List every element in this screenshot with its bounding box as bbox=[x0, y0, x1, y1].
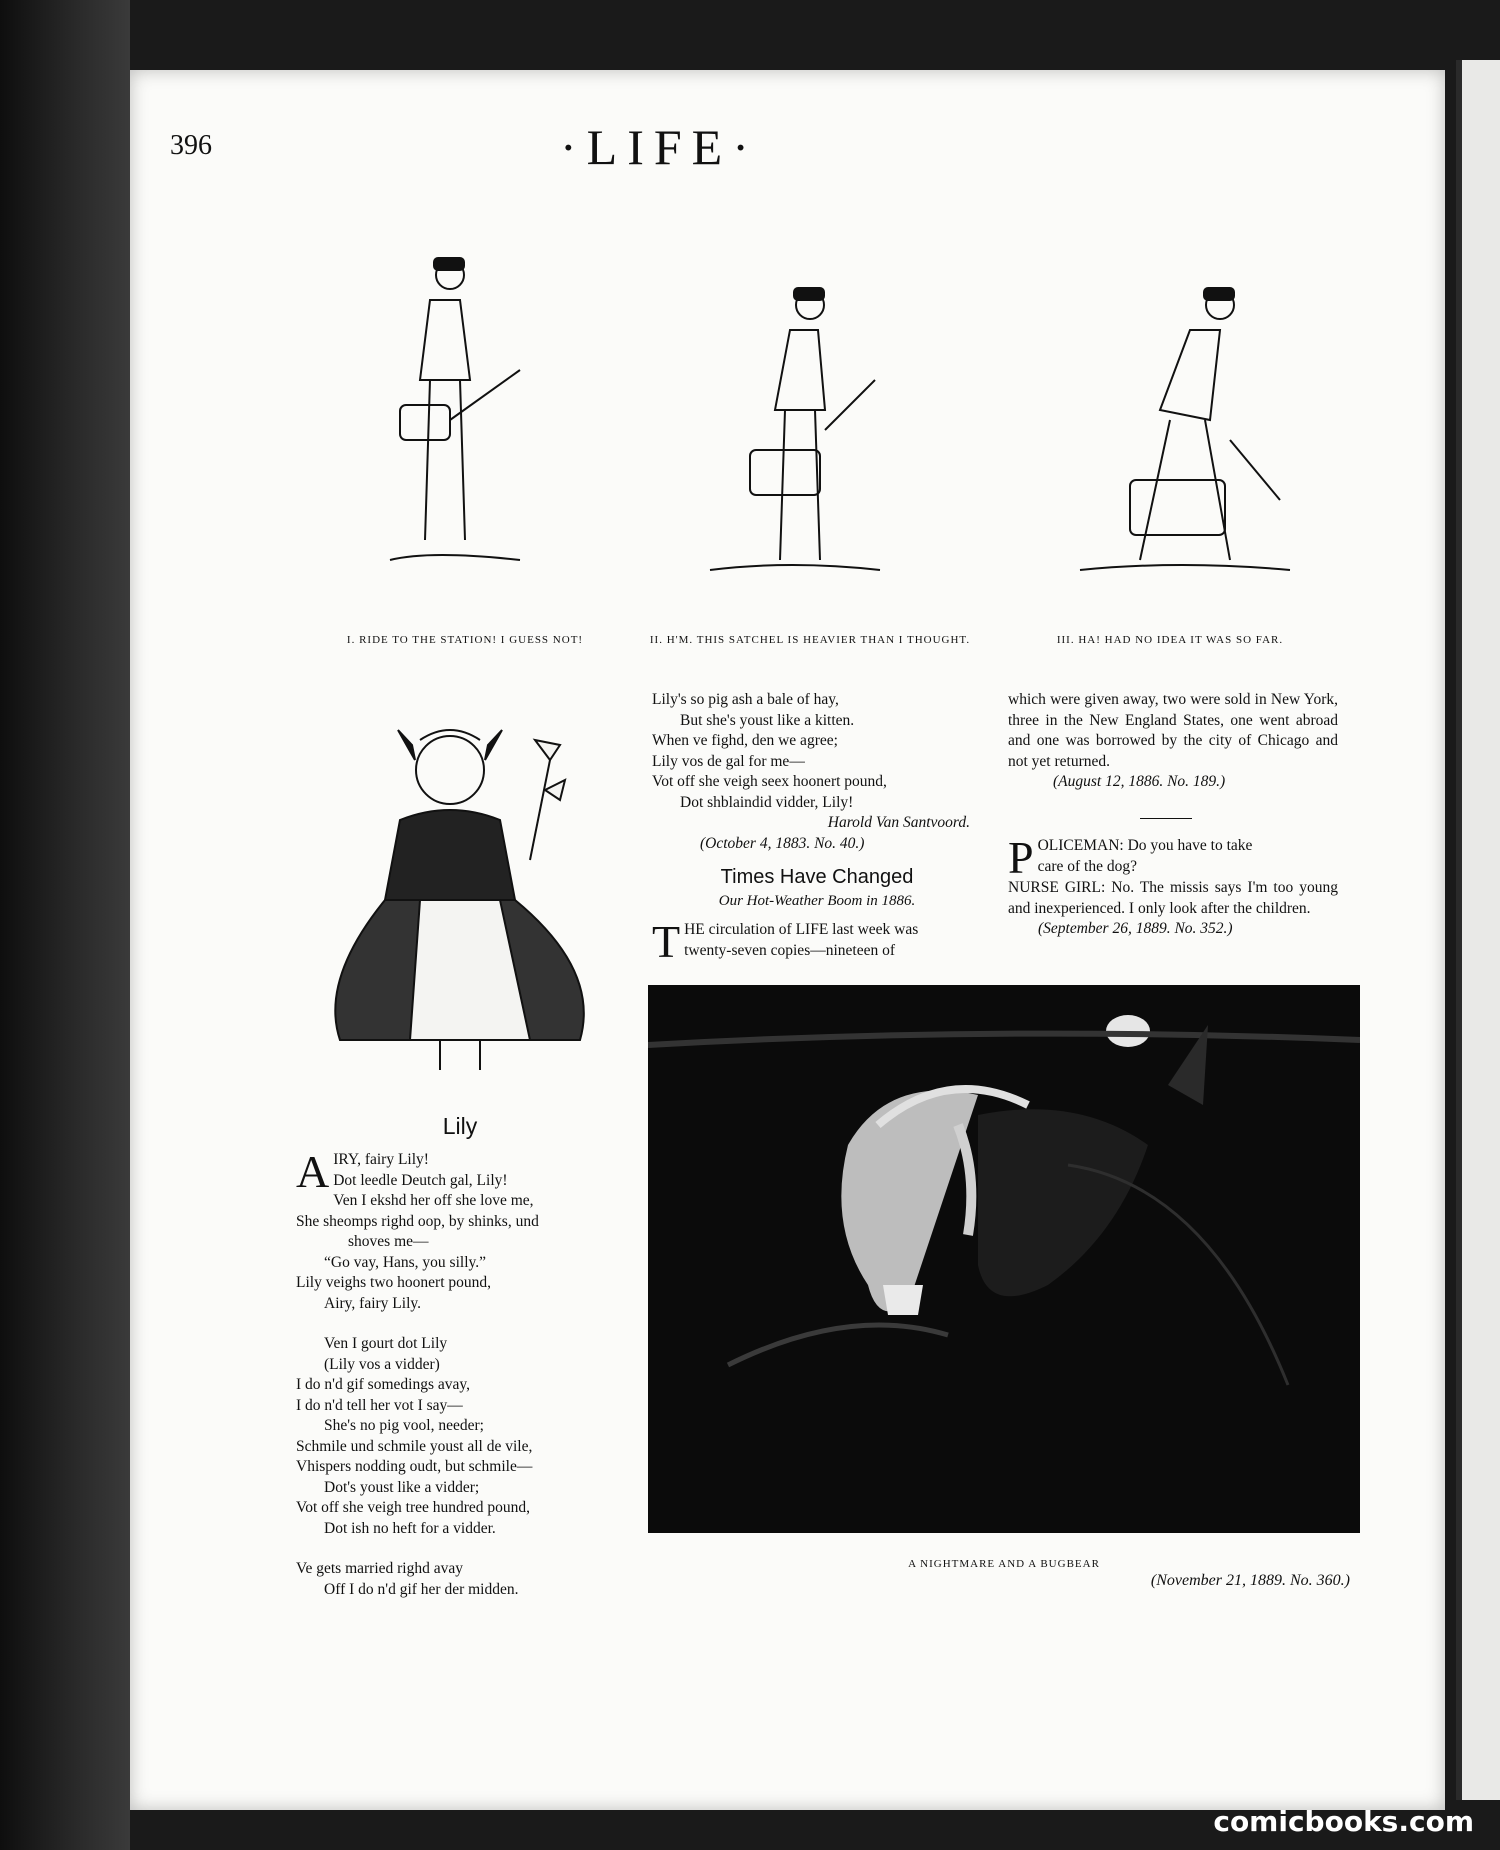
lily-line: Ve gets married righd avay bbox=[296, 1560, 463, 1577]
lily-line: “Go vay, Hans, you silly.” bbox=[324, 1253, 487, 1271]
police-date: (September 26, 1889. No. 352.) bbox=[1038, 920, 1233, 937]
panel-2-caption: II. H'M. THIS SATCHEL IS HEAVIER THAN I THOUGHT. bbox=[649, 634, 971, 646]
panel-3-caption: III. HA! HAD NO IDEA IT WAS SO FAR. bbox=[1056, 634, 1284, 646]
police-line: OLICEMAN: Do you have to take bbox=[1037, 837, 1253, 854]
police-dropcap: P bbox=[1008, 832, 1034, 883]
site-watermark: comicbooks.com bbox=[1213, 1805, 1474, 1838]
lily-cont-line: But she's youst like a kitten. bbox=[680, 711, 855, 729]
lily-line: Vhispers nodding oudt, but schmile— bbox=[296, 1458, 533, 1475]
nightmare-date: (November 21, 1889. No. 360.) bbox=[1150, 1572, 1350, 1589]
lily-line: She's no pig vool, needer; bbox=[324, 1417, 484, 1434]
lily-line: shoves me— bbox=[348, 1233, 429, 1250]
lily-line: IRY, fairy Lily! bbox=[333, 1151, 429, 1168]
nightmare-illustration bbox=[648, 985, 1360, 1533]
times-text bbox=[652, 916, 982, 967]
times-date: (August 12, 1886. No. 189.) bbox=[1053, 773, 1226, 790]
policeman-joke bbox=[1008, 832, 1338, 940]
lily-cont-line: Lily vos de gal for me— bbox=[652, 752, 805, 770]
times-cont: which were given away, two were sold in New York, three in the New England States, one went abroad and one was borrowed by the city of Chicago and not yet returned. bbox=[1008, 691, 1338, 770]
lily-line: Dot leedle Deutch gal, Lily! bbox=[333, 1171, 508, 1189]
times-continued bbox=[1008, 690, 1338, 793]
police-nurse: NURSE GIRL: No. The missis says I'm too young and inexperienced. I only look after the children. bbox=[1008, 879, 1338, 917]
nightmare-caption: A NIGHTMARE AND A BUGBEAR bbox=[908, 1558, 1100, 1570]
lily-line: Vot off she veigh tree hundred pound, bbox=[296, 1499, 531, 1516]
lily-cont-line: Lily's so pig ash a bale of hay, bbox=[652, 691, 839, 708]
times-title: Times Have Changed bbox=[720, 866, 914, 888]
lily-line: Ven I gourt dot Lily bbox=[324, 1335, 448, 1352]
times-line: HE circulation of LIFE last week was bbox=[684, 921, 919, 938]
section-divider bbox=[1140, 818, 1192, 819]
page-number: 396 bbox=[170, 130, 212, 161]
police-line: care of the dog? bbox=[1037, 857, 1137, 875]
scan-right-edge bbox=[1456, 60, 1500, 1800]
lily-title: Lily bbox=[442, 1113, 478, 1139]
lily-line: Lily veighs two hoonert pound, bbox=[296, 1274, 492, 1291]
lily-line: (Lily vos a vidder) bbox=[324, 1355, 440, 1373]
scan-left-edge bbox=[0, 0, 130, 1850]
lily-dropcap: A bbox=[296, 1146, 330, 1197]
lily-line: Dot's youst like a vidder; bbox=[324, 1478, 480, 1496]
lily-author: Harold Van Santvoord. bbox=[827, 814, 970, 831]
lily-line: I do n'd gif somedings avay, bbox=[296, 1376, 470, 1393]
lily-cont-line: Dot shblaindid vidder, Lily! bbox=[680, 793, 854, 811]
times-dropcap: T bbox=[652, 916, 681, 967]
lily-line: Ven I ekshd her off she love me, bbox=[333, 1192, 534, 1209]
lily-date: (October 4, 1883. No. 40.) bbox=[700, 834, 865, 852]
panel-1-caption: I. RIDE TO THE STATION! I GUESS NOT! bbox=[346, 634, 584, 646]
lily-line: Dot ish no heft for a vidder. bbox=[324, 1519, 496, 1537]
lily-line: Schmile und schmile youst all de vile, bbox=[296, 1437, 533, 1455]
masthead-title: ·LIFE· bbox=[560, 119, 759, 175]
lily-illustration bbox=[300, 700, 620, 1090]
lily-line: Off I do n'd gif her der midden. bbox=[324, 1580, 519, 1598]
lily-line: Airy, fairy Lily. bbox=[324, 1294, 421, 1312]
lily-cont-line: Vot off she veigh seex hoonert pound, bbox=[652, 773, 887, 790]
panel-2-illustration bbox=[690, 270, 890, 600]
lily-cont-line: When ve fighd, den we agree; bbox=[652, 732, 838, 749]
lily-line: She sheomps righd oop, by shinks, und bbox=[296, 1212, 539, 1230]
times-subtitle: Our Hot-Weather Boom in 1886. bbox=[718, 893, 916, 909]
lily-line: I do n'd tell her vot I say— bbox=[296, 1396, 463, 1414]
panel-3-illustration bbox=[1060, 270, 1300, 600]
lily-poem-continued bbox=[652, 690, 982, 854]
times-line: twenty-seven copies—nineteen of bbox=[684, 941, 896, 959]
lily-poem bbox=[296, 1146, 636, 1600]
panel-1-illustration bbox=[330, 240, 530, 600]
